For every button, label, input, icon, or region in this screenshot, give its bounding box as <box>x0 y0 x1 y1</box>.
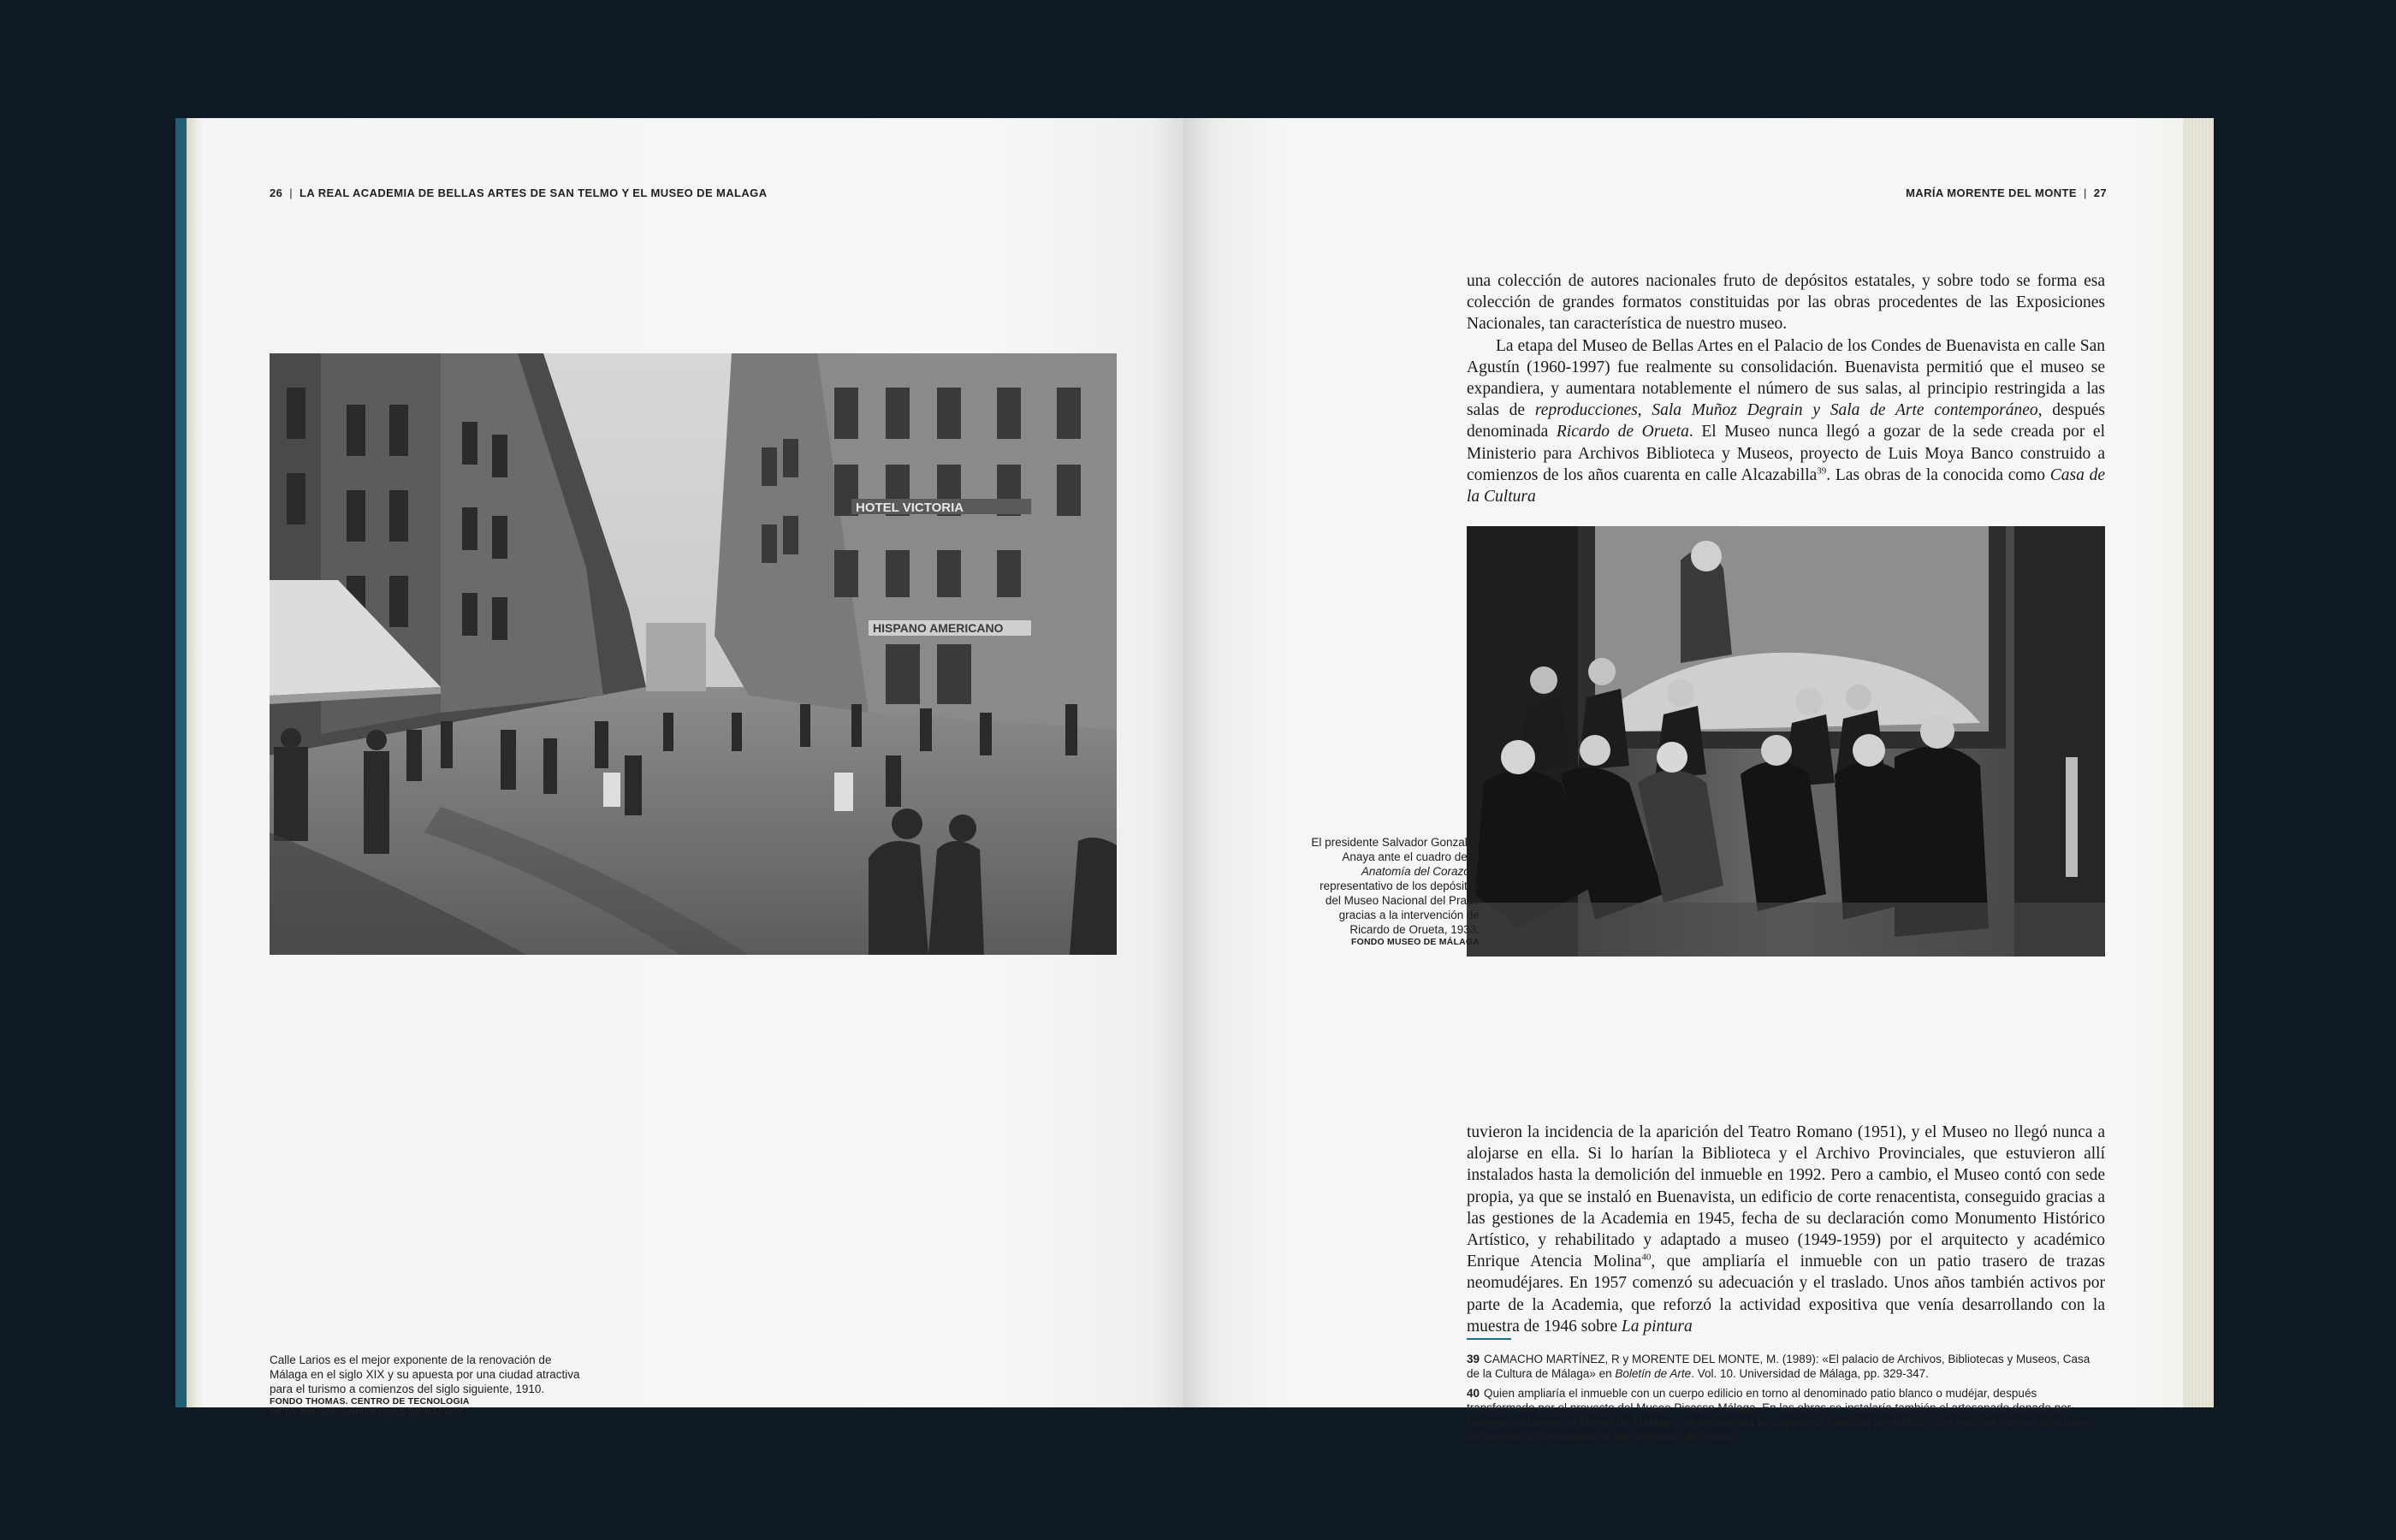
left-page <box>175 118 1183 1418</box>
footnotes <box>1467 1352 2105 1449</box>
body-text-top <box>1467 270 2105 507</box>
paragraph-1: una colección de autores nacionales fruto de depósitos estatales, y sobre todo se forma esa colección de grandes formatos constituidas por las obras procedentes de las Exposiciones Nacionales, tan característica de nuestro museo. <box>1467 272 2105 334</box>
footnote-40: 40 Quien ampliaría el inmueble con un cuerpo edilicio en torno al denominado patio blanco o mudéjar, después transformado por el proyecto del Museo Picasso Málaga. En las obras se instalaría también el artesonado donado por Moreno Carbonero al Museo de Málaga y se restauraría la carpintería histórica del edificio, con muchos nuevos añadidos del arquitecto, inspirados en los originales de época. <box>1467 1387 2088 1443</box>
right-photo-caption: El presidente Salvador Gonzalez Anaya ante el cuadro de la Anatomía del Corazón, representativo de los depósitos del Museo Nacional del Prado gracias a la intervención de Ricardo de Orueta, 1933. <box>1311 836 1480 936</box>
left-photo-caption: Calle Larios es el mejor exponente de la renovación de Málaga en el siglo XIX y su apuesta por una ciudad atractiva para el turismo a comienzos del siglo siguiente, 1910. <box>270 1353 580 1395</box>
left-photo-caption-block <box>270 1353 586 1419</box>
footnote-39: 39 CAMACHO MARTÍNEZ, R y MORENTE DEL MONTE, M. (1989): «El palacio de Archivos, Bibliotecas y Museos, Casa de la Cultura de Málaga» en Boletín de Arte. Vol. 10. Universidad de Málaga, pp. 329-347. <box>1467 1353 2091 1380</box>
calle-larios-photo <box>270 353 1117 955</box>
left-running-head <box>270 187 767 199</box>
page-fore-edge <box>2183 118 2214 1407</box>
running-head-separator: | <box>289 187 294 199</box>
footnote-ref-39: 39 <box>1817 465 1827 477</box>
paragraph-3: tuvieron la incidencia de la aparición del Teatro Romano (1951), y el Museo no llegó nunca a alojarse en ella. Si lo harían la Biblioteca y el Archivo Provinciales, que estuvieron allí instalados hasta la demolición del inmueble en 1992. Pero a cambio, el Museo contó con sede propia, ya que se instaló en Buenavista, un edificio de corte renacentista, conseguido gracias a las gestiones de la Academia en 1945, fecha de su declaración como Monumento Histórico Artístico, y rehabilitado y adaptado a museo (1949-1959) por el arquitecto y académico Enrique Atencia Molina$^{40}$, que ampliaría el inmueble con un patio trasero de trazas neomudéjares. En 1957 comenzó su adecuación y el traslado. Unos años también activos por parte de la Academia, que reforzó la actividad expositiva que venía desarrollando con la muestra de 1946 sobre La pintura <box>1467 1123 2105 1336</box>
right-photo-caption-block <box>1308 835 1480 948</box>
footnote-rule <box>1467 1338 1511 1340</box>
right-page-number: 27 <box>2093 187 2107 199</box>
left-running-title: LA REAL ACADEMIA DE BELLAS ARTES DE SAN TELMO Y EL MUSEO DE MALAGA <box>300 187 768 199</box>
book-spread <box>175 118 2214 1443</box>
body-text-bottom <box>1467 1122 2105 1337</box>
anatomia-del-corazon-photo <box>1467 526 2105 957</box>
hotel-sign: HOTEL VICTORIA <box>856 500 964 515</box>
footnote-ref-40: 40 <box>1641 1252 1652 1263</box>
running-head-separator: | <box>2083 187 2087 199</box>
anatomia-del-corazon-photo-art <box>1467 526 2105 957</box>
shop-sign: HISPANO AMERICANO <box>873 621 1004 635</box>
calle-larios-photo-art <box>270 353 1117 955</box>
right-photo-credit: FONDO MUSEO DE MÁLAGA <box>1350 937 1480 947</box>
left-page-number: 26 <box>270 187 283 199</box>
left-photo-credit-line1: FONDO THOMAS. CENTRO DE TECNOLOGIA <box>270 1396 470 1407</box>
right-running-head <box>1906 187 2107 199</box>
page-block-edge <box>187 118 202 1407</box>
left-photo-credit-line2: DE LA IMAGEN. UNIVERSIDAD DE MÁLAGA <box>270 1407 465 1418</box>
paragraph-2: La etapa del Museo de Bellas Artes en el Palacio de los Condes de Buenavista en calle San Agustín (1960-1997) fue realmente su consolidación. Buenavista permitió que el museo se expandiera, y aumentara notablemente el número de sus salas, al principio restringida a las salas de reproducciones, Sala Muñoz Degrain y Sala de Arte contemporáneo, después denominada Ricardo de Orueta. El Museo nunca llegó a gozar de la sede creada por el Ministerio para Archivos Biblioteca y Museos, proyecto de Luis Moya Banco construido a comienzos de los años cuarenta en calle Alcazabilla$^{39}$. Las obras de la conocida como Casa de la Cultura <box>1467 336 2106 506</box>
right-running-title: MARÍA MORENTE DEL MONTE <box>1906 187 2077 199</box>
right-page <box>1183 118 2214 1443</box>
cover-spine-band <box>175 118 187 1407</box>
